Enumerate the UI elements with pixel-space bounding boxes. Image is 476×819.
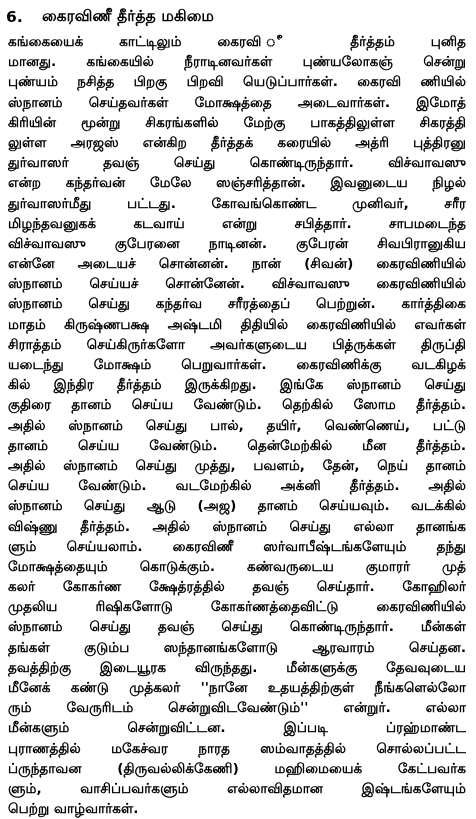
section-number: 6. bbox=[6, 8, 23, 26]
text-line: ப்ருந்தாவன (திருவல்லிக்கேணி) மஹிமையைக் கேட்பவர்க bbox=[8, 760, 466, 777]
text-line: பெற்று வாழ்வார்கள். bbox=[8, 801, 139, 818]
body-paragraph bbox=[8, 32, 466, 819]
text-line: ஸ்நானம் செய்து கந்தர்வ சரீரத்தைப் பெற்றுன். கார்த்திகை bbox=[8, 296, 466, 313]
text-line: என்ற கந்தர்வன் மேலே ஸஞ்சரித்தான். இவனுடைய நிழல் bbox=[8, 175, 466, 192]
text-line: துர்வாஸர்மீது பட்டது. கோவங்கொண்ட முனிவர், சரீர bbox=[8, 195, 466, 212]
text-line: யடைந்து மோக்ஷம் பெறுவார்கள். கைரவிணிக்கு வடகிழக் bbox=[8, 357, 466, 373]
text-line: முதலிய ரிஷிகளோடு கோகர்ணத்தைவிட்டு கைரவிணியில் bbox=[8, 599, 466, 616]
text-line: கங்கையைக் காட்டிலும் கைரவி ீ தீர்த்தம் புனித bbox=[8, 34, 466, 50]
text-line: மாதம் கிருஷ்ணபக்ஷ அஷ்டமி திதியில் கைரவிணியில் எவர்கள் bbox=[8, 316, 466, 333]
text-line: ஸ்நானம் செய்து ஆடு (அஜ) தானம் செய்யவும். வடக்கில் bbox=[8, 498, 466, 515]
section-title: கைரவிணீ தீர்த்த மகிமை bbox=[42, 7, 214, 25]
text-line: தவத்திற்கு இடையூரக விருந்தது. மீன்களுக்கு தேவவுடைய bbox=[8, 659, 466, 676]
text-line: மிழந்தவனுகக் கடவாய் என்று சபித்தார். சாபமடைந்த bbox=[8, 215, 466, 232]
text-line: லுள்ள அரஜஸ் என்கிற தீர்த்தக் கரையில் அத்ரி புத்திரனு bbox=[8, 134, 466, 151]
text-line: ஸ்நானம் செய்து தவஞ் செய்து கொண்டிருந்தார். மீன்கள் bbox=[8, 619, 466, 636]
text-line: மானது. கங்கையில் நீராடினவர்கள் புண்யலோகஞ் சென்று bbox=[8, 54, 466, 71]
text-line: மீனேக் கண்டு முத்கலர் ''நானே உதயத்திற்குள் நீங்களெல்லோ bbox=[8, 680, 466, 696]
text-line: சிராத்தம் செய்கிருர்களோ அவர்களுடைய பித்ருக்கள் திருப்தி bbox=[8, 336, 466, 353]
text-line: ளும் செய்யலாம். கைரவிணீ ஸர்வாபீஷ்டங்களேயும் தந்து bbox=[8, 538, 466, 555]
text-line: விஷ்ணு தீர்த்தம். அதில் ஸ்நானம் செய்து எல்லா தானங்க bbox=[8, 518, 466, 535]
text-line: அதில் ஸ்நானம் செய்து முத்து, பவளம், தேன், நெய் தானம் bbox=[8, 457, 466, 474]
text-line: ளும், வாசிப்பவர்களும் எல்லாவிதமான இஷ்டங்களேயும் bbox=[8, 780, 466, 797]
section-heading bbox=[6, 4, 214, 30]
text-line: அதில் ஸ்நானம் செய்து பால், தயிர், வெண்ணெய், பட்டு bbox=[8, 417, 466, 434]
text-line: புராணத்தில் மகேச்வர நாரத ஸம்வாதத்தில் சொல்லப்பட்ட bbox=[8, 740, 466, 757]
text-line: தங்கள் குடும்ப ஸந்தானங்களோடு ஆரவாரம் செய்தன. bbox=[8, 639, 466, 656]
text-line: என்னே அடையச் சொன்னன். நான் (சிவன்) கைரவிணியில் bbox=[8, 256, 466, 273]
text-line: துர்வாஸர் தவஞ் செய்து கொண்டிருந்தார். விச்வாவஸு bbox=[8, 155, 466, 172]
text-line: கலர் கோகர்ண க்ஷேத்ரத்தில் தவஞ் செய்தார். கோஹிலர் bbox=[8, 579, 466, 596]
text-line: தானம் செய்ய வேண்டும். தென்மேற்கில் மீன தீர்த்தம். bbox=[8, 437, 466, 454]
text-line: குதிரை தானம் செய்ய வேண்டும். தெற்கில் ஸோம தீர்த்தம். bbox=[8, 397, 466, 414]
text-line: ஸ்நானம் செய்தவர்கள் மோக்ஷத்தை அடைவார்கள். இமோத் bbox=[8, 94, 466, 111]
text-line: கிரியின் மூன்று சிகரங்களில் மேற்கு பாகத்திலுள்ள சிகரத்தி bbox=[8, 114, 466, 131]
text-line: ரும் வேருரிடம் சென்றுவிடவேண்டும்'' என்றுர். எல்லா bbox=[8, 700, 466, 717]
text-line: மோக்ஷத்தையும் கொடுக்கும். கண்வருடைய குமாரர் முத் bbox=[8, 558, 466, 575]
text-line: புண்யம் நசித்த பிறகு பிறவி யெடுப்பார்கள். கைரவி ணியில் bbox=[8, 74, 466, 91]
text-line: செய்ய வேண்டும். வடமேற்கில் அக்னி தீர்த்தம். அதில் bbox=[8, 478, 466, 495]
text-line: விச்வாவஸு குபேரனை நாடினன். குபேரன் சிவபிரானுகிய bbox=[8, 235, 466, 252]
text-line: ஸ்நானம் செய்யச் சொன்னேன். விச்வாவஸு கைரவிணியில் bbox=[8, 276, 466, 293]
text-line: மீன்களும் சென்றுவிட்டன. இப்படி ப்ரஹ்மாண்ட bbox=[8, 720, 466, 737]
text-line: கில் இந்திர தீர்த்தம் இருக்கிறது. இங்கே ஸ்நானம் செய்து bbox=[8, 377, 466, 394]
